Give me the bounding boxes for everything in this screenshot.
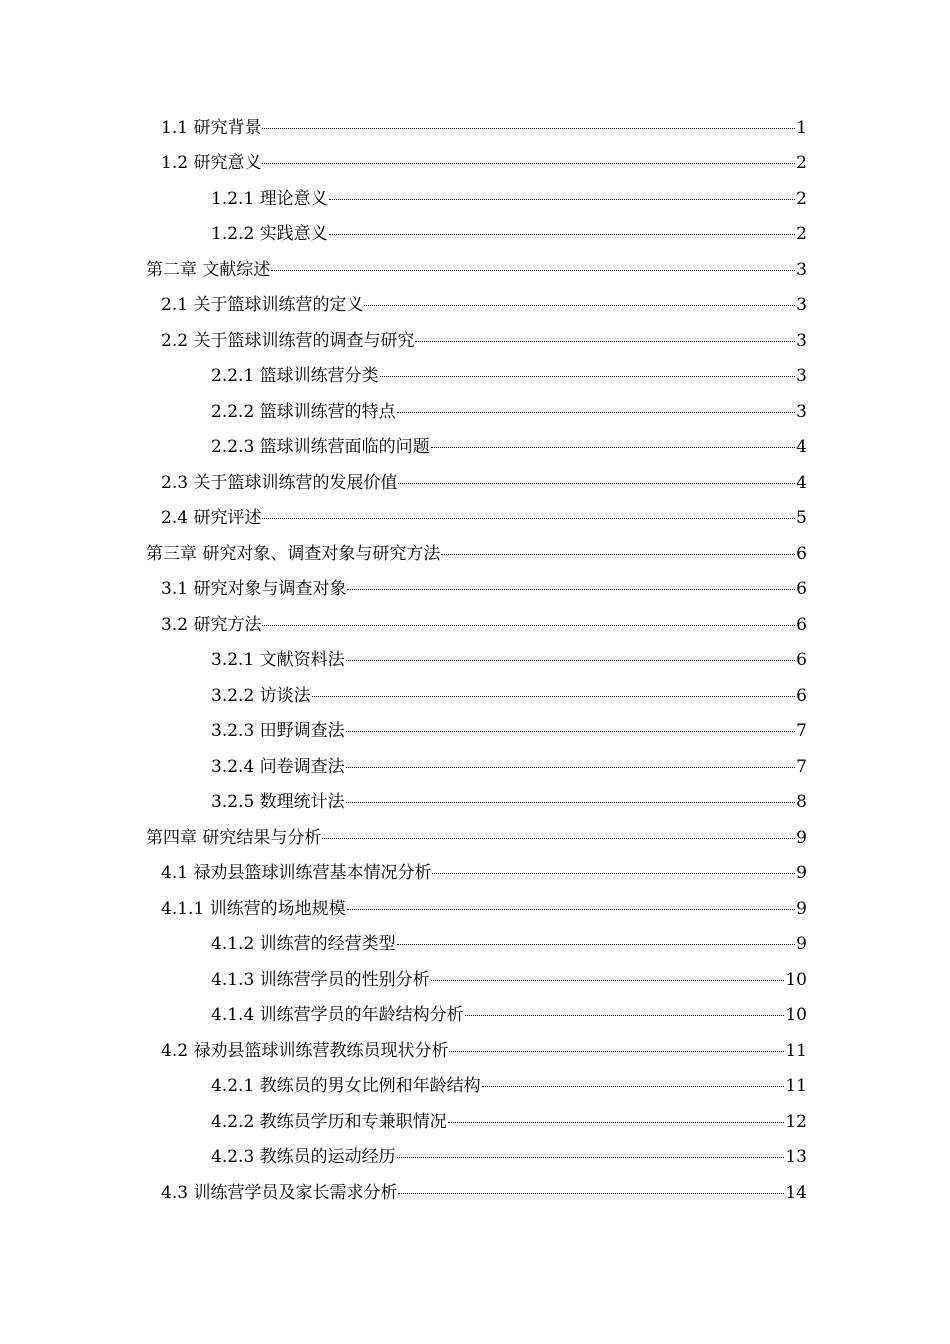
toc-entry-line — [161, 508, 807, 528]
toc-dot-leader — [329, 234, 796, 235]
toc-entry-page-number: 9 — [796, 934, 807, 955]
toc-entry[interactable] — [0, 359, 950, 395]
toc-entry-page-number: 3 — [796, 330, 807, 351]
toc-entry[interactable] — [0, 962, 950, 998]
toc-entry-page-number: 7 — [796, 756, 807, 777]
toc-dot-leader — [347, 589, 795, 590]
toc-entry-title: 4.1.2 训练营的经营类型 — [211, 934, 396, 955]
toc-entry-line — [211, 1147, 807, 1167]
toc-dot-leader — [482, 1086, 785, 1087]
toc-entry-title: 1.2.2 实践意义 — [211, 224, 328, 245]
toc-entry[interactable] — [0, 749, 950, 785]
toc-entry-title: 2.4 研究评述 — [161, 508, 262, 529]
toc-entry-page-number: 4 — [796, 437, 807, 458]
toc-entry[interactable] — [0, 394, 950, 430]
toc-entry-title: 2.2 关于篮球训练营的调查与研究 — [161, 330, 415, 351]
toc-entry-page-number: 6 — [796, 579, 807, 600]
toc-entry-title: 1.2 研究意义 — [161, 153, 262, 174]
toc-entry-page-number: 6 — [796, 650, 807, 671]
toc-entry-line — [161, 153, 807, 173]
toc-entry-line — [211, 1076, 807, 1096]
toc-entry-page-number: 7 — [796, 721, 807, 742]
toc-entry[interactable] — [0, 430, 950, 466]
toc-dot-leader — [262, 163, 795, 164]
toc-entry-title: 4.2.1 教练员的男女比例和年龄结构 — [211, 1076, 481, 1097]
toc-dot-leader — [432, 873, 795, 874]
toc-dot-leader — [262, 518, 795, 519]
toc-entry-line — [211, 721, 807, 741]
toc-entry-line — [161, 1041, 807, 1061]
toc-entry[interactable] — [0, 678, 950, 714]
toc-entry-page-number: 1 — [796, 117, 807, 138]
toc-entry-line — [161, 615, 807, 635]
toc-entry[interactable] — [0, 252, 950, 288]
toc-entry-page-number: 9 — [796, 863, 807, 884]
toc-dot-leader — [262, 625, 795, 626]
toc-entry-line — [211, 970, 807, 990]
toc-entry-title: 4.1.4 训练营学员的年龄结构分析 — [211, 1005, 464, 1026]
toc-dot-leader — [397, 944, 796, 945]
toc-dot-leader — [441, 554, 795, 555]
toc-entry-line — [211, 224, 807, 244]
toc-entry-title: 2.1 关于篮球训练营的定义 — [161, 295, 364, 316]
toc-entry[interactable] — [0, 572, 950, 608]
toc-entry-title: 4.2.3 教练员的运动经历 — [211, 1147, 396, 1168]
toc-entry-line — [161, 295, 807, 315]
toc-entry[interactable] — [0, 217, 950, 253]
toc-dot-leader — [271, 270, 795, 271]
toc-entry-page-number: 9 — [796, 827, 807, 848]
toc-entry[interactable] — [0, 891, 950, 927]
toc-entry-line — [211, 934, 807, 954]
toc-entry-line — [146, 260, 807, 280]
toc-entry-title: 2.3 关于篮球训练营的发展价值 — [161, 472, 398, 493]
toc-entry-title: 3.2.5 数理统计法 — [211, 792, 345, 813]
toc-dot-leader — [364, 305, 795, 306]
toc-entry[interactable] — [0, 1104, 950, 1140]
toc-entry-page-number: 10 — [785, 969, 807, 990]
toc-entry-line — [211, 189, 807, 209]
toc-entry-title: 1.2.1 理论意义 — [211, 188, 328, 209]
toc-dot-leader — [448, 1122, 785, 1123]
toc-entry[interactable] — [0, 288, 950, 324]
toc-entry-title: 3.2.4 问卷调查法 — [211, 756, 345, 777]
toc-dot-leader — [346, 660, 796, 661]
toc-entry[interactable] — [0, 998, 950, 1034]
toc-entry[interactable] — [0, 465, 950, 501]
toc-entry-page-number: 9 — [796, 898, 807, 919]
toc-entry-page-number: 3 — [796, 366, 807, 387]
toc-entry-line — [211, 1112, 807, 1132]
toc-entry-title: 4.2.2 教练员学历和专兼职情况 — [211, 1111, 447, 1132]
toc-entry-page-number: 13 — [785, 1147, 807, 1168]
toc-entry-title: 3.2.3 田野调查法 — [211, 721, 345, 742]
toc-dot-leader — [346, 767, 796, 768]
toc-dot-leader — [465, 1015, 785, 1016]
toc-entry-line — [146, 828, 807, 848]
toc-entry-page-number: 11 — [785, 1076, 807, 1097]
toc-entry-line — [211, 402, 807, 422]
toc-dot-leader — [322, 838, 795, 839]
toc-dot-leader — [431, 447, 796, 448]
toc-entry-line — [211, 366, 807, 386]
toc-dot-leader — [329, 199, 796, 200]
toc-entry-line — [211, 792, 807, 812]
toc-entry-title: 1.1 研究背景 — [161, 117, 262, 138]
toc-entry[interactable] — [0, 536, 950, 572]
toc-entry[interactable] — [0, 1069, 950, 1105]
toc-entry-line — [161, 899, 807, 919]
toc-entry-line — [161, 331, 807, 351]
toc-dot-leader — [262, 128, 795, 129]
toc-entry-page-number: 14 — [785, 1182, 807, 1203]
toc-entry-page-number: 3 — [796, 401, 807, 422]
toc-entry[interactable] — [0, 1175, 950, 1211]
toc-entry-title: 2.2.2 篮球训练营的特点 — [211, 401, 396, 422]
toc-entry-line — [161, 579, 807, 599]
toc-entry-title: 4.1.3 训练营学员的性别分析 — [211, 969, 430, 990]
toc-entry-page-number: 6 — [796, 614, 807, 635]
toc-entry-page-number: 11 — [785, 1040, 807, 1061]
toc-entry-line — [161, 473, 807, 493]
table-of-contents — [0, 110, 950, 1211]
toc-entry-page-number: 6 — [796, 543, 807, 564]
toc-entry[interactable] — [0, 146, 950, 182]
toc-entry-title: 4.1 禄劝县篮球训练营基本情况分析 — [161, 863, 432, 884]
toc-entry-title: 第三章 研究对象、调查对象与研究方法 — [146, 543, 441, 564]
toc-entry-line — [211, 650, 807, 670]
toc-entry[interactable] — [0, 1140, 950, 1176]
toc-entry[interactable] — [0, 714, 950, 750]
toc-entry-line — [211, 757, 807, 777]
toc-entry[interactable] — [0, 607, 950, 643]
toc-entry-page-number: 2 — [796, 188, 807, 209]
toc-entry[interactable] — [0, 1033, 950, 1069]
toc-entry[interactable] — [0, 820, 950, 856]
toc-entry-page-number: 12 — [785, 1111, 807, 1132]
toc-entry-title: 3.2.2 访谈法 — [211, 685, 311, 706]
toc-entry-line — [146, 544, 807, 564]
toc-entry-title: 3.1 研究对象与调查对象 — [161, 579, 347, 600]
toc-dot-leader — [415, 341, 795, 342]
toc-dot-leader — [397, 412, 796, 413]
toc-entry-page-number: 8 — [796, 792, 807, 813]
toc-entry-title: 4.3 训练营学员及家长需求分析 — [161, 1182, 398, 1203]
toc-dot-leader — [398, 1193, 784, 1194]
toc-entry[interactable] — [0, 856, 950, 892]
toc-dot-leader — [397, 1157, 785, 1158]
toc-dot-leader — [449, 1051, 784, 1052]
toc-entry-page-number: 10 — [785, 1005, 807, 1026]
toc-entry[interactable] — [0, 110, 950, 146]
toc-entry-line — [161, 1183, 807, 1203]
toc-entry-title: 第二章 文献综述 — [146, 259, 271, 280]
toc-entry[interactable] — [0, 643, 950, 679]
toc-entry[interactable] — [0, 785, 950, 821]
toc-entry-page-number: 3 — [796, 295, 807, 316]
toc-entry-page-number: 6 — [796, 685, 807, 706]
toc-entry-title: 2.2.1 篮球训练营分类 — [211, 366, 379, 387]
toc-entry-page-number: 5 — [796, 508, 807, 529]
toc-entry-title: 4.1.1 训练营的场地规模 — [161, 898, 346, 919]
toc-dot-leader — [398, 483, 795, 484]
toc-entry-line — [211, 1005, 807, 1025]
toc-entry-line — [161, 863, 807, 883]
toc-dot-leader — [346, 731, 796, 732]
toc-entry[interactable] — [0, 323, 950, 359]
toc-entry-page-number: 4 — [796, 472, 807, 493]
toc-dot-leader — [431, 980, 785, 981]
toc-entry-title: 第四章 研究结果与分析 — [146, 827, 322, 848]
toc-entry-line — [161, 118, 807, 138]
toc-entry-line — [211, 686, 807, 706]
toc-dot-leader — [380, 376, 796, 377]
toc-entry[interactable] — [0, 181, 950, 217]
toc-entry-title: 2.2.3 篮球训练营面临的问题 — [211, 437, 430, 458]
toc-entry-page-number: 2 — [796, 224, 807, 245]
toc-entry-title: 3.2.1 文献资料法 — [211, 650, 345, 671]
toc-entry-title: 4.2 禄劝县篮球训练营教练员现状分析 — [161, 1040, 449, 1061]
toc-dot-leader — [347, 909, 796, 910]
toc-entry-page-number: 3 — [796, 259, 807, 280]
toc-dot-leader — [312, 696, 796, 697]
toc-entry-page-number: 2 — [796, 153, 807, 174]
toc-entry[interactable] — [0, 927, 950, 963]
toc-entry-title: 3.2 研究方法 — [161, 614, 262, 635]
toc-entry[interactable] — [0, 501, 950, 537]
toc-dot-leader — [346, 802, 796, 803]
toc-entry-line — [211, 437, 807, 457]
